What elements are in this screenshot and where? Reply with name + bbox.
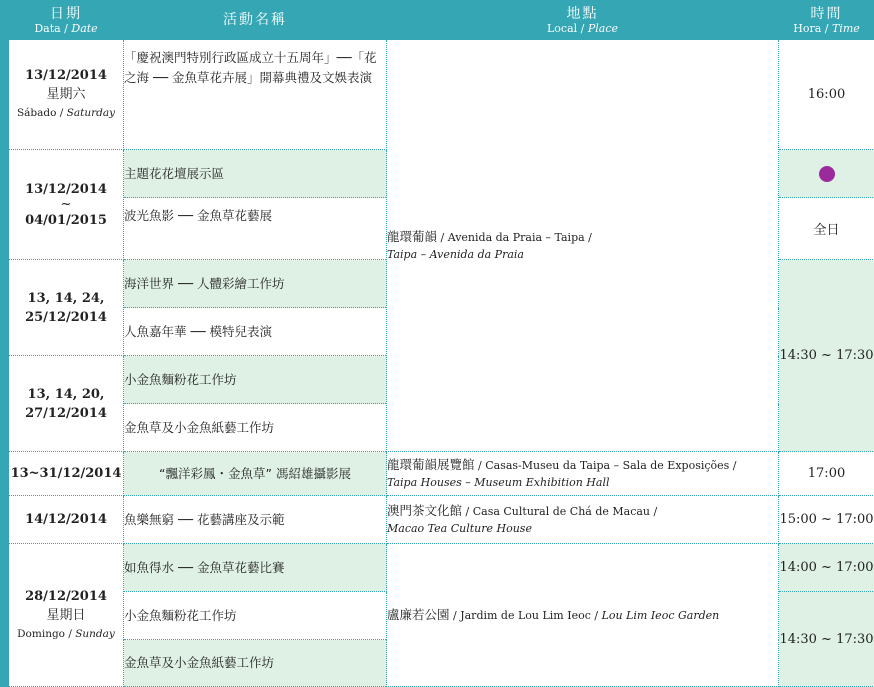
- table-row: [9, 496, 874, 544]
- event-cell: 魚樂無窮 ── 花藝講座及示範: [124, 496, 387, 544]
- event-cell: 主題花花壇展示區: [124, 150, 387, 198]
- event-cell: 小金魚麵粉花工作坊: [124, 592, 387, 640]
- date-cell: 13~31/12/2014: [9, 452, 124, 496]
- event-cell: 如魚得水 ── 金魚草花藝比賽: [124, 544, 387, 592]
- header-event: 活動名稱: [124, 1, 387, 40]
- purple-dot-icon: [819, 166, 835, 182]
- date-cell: 13/12/2014 星期六 Sábado / Saturday: [9, 40, 124, 150]
- time-cell: 17:00: [779, 452, 874, 496]
- event-cell: “飄洋彩鳳・金魚草” 馮紹雄攝影展: [124, 452, 387, 496]
- place-cell: 龍環葡韻展覽館 / Casas-Museu da Taipa – Sala de Exposições / Taipa Houses – Museum Exhibition Hall: [387, 452, 779, 496]
- header-time: 時間 Hora / Time: [779, 1, 874, 40]
- time-cell: 15:00 ~ 17:00: [779, 496, 874, 544]
- place-cell: 盧廉若公園 / Jardim de Lou Lim Ieoc / Lou Lim Ieoc Garden: [387, 544, 779, 687]
- event-cell: 金魚草及小金魚紙藝工作坊: [124, 404, 387, 452]
- header-date: 日期 Data / Date: [9, 1, 124, 40]
- place-cell: 澳門茶文化館 / Casa Cultural de Chá de Macau / Macao Tea Culture House: [387, 496, 779, 544]
- time-cell: 14:30 ~ 17:30: [779, 260, 874, 452]
- time-cell: 14:30 ~ 17:30: [779, 592, 874, 687]
- date-cell: 13, 14, 20, 27/12/2014: [9, 356, 124, 452]
- date-cell: 13/12/2014 ~ 04/01/2015: [9, 150, 124, 260]
- header-row: [9, 1, 874, 40]
- date-cell: 28/12/2014 星期日 Domingo / Sunday: [9, 544, 124, 687]
- event-cell: 「慶祝澳門特別行政區成立十五周年」──「花之海 ── 金魚草花卉展」開幕典禮及文娛表演: [124, 40, 387, 150]
- schedule-table: [8, 0, 874, 687]
- event-cell: 人魚嘉年華 ── 模特兒表演: [124, 308, 387, 356]
- date-cell: 13, 14, 24, 25/12/2014: [9, 260, 124, 356]
- event-cell: 小金魚麵粉花工作坊: [124, 356, 387, 404]
- place-cell-praia: 龍環葡韻 / Avenida da Praia – Taipa / Taipa – Avenida da Praia: [387, 40, 779, 452]
- time-cell: 16:00: [779, 40, 874, 150]
- event-cell: 金魚草及小金魚紙藝工作坊: [124, 640, 387, 687]
- table-row: [9, 544, 874, 592]
- table-row: [9, 40, 874, 150]
- time-cell: [779, 150, 874, 198]
- header-place: 地點 Local / Place: [387, 1, 779, 40]
- event-cell: 波光魚影 ── 金魚草花藝展: [124, 198, 387, 260]
- table-row: [9, 452, 874, 496]
- time-cell: 14:00 ~ 17:00: [779, 544, 874, 592]
- event-cell: 海洋世界 ── 人體彩繪工作坊: [124, 260, 387, 308]
- date-cell: 14/12/2014: [9, 496, 124, 544]
- time-cell: 全日: [779, 198, 874, 260]
